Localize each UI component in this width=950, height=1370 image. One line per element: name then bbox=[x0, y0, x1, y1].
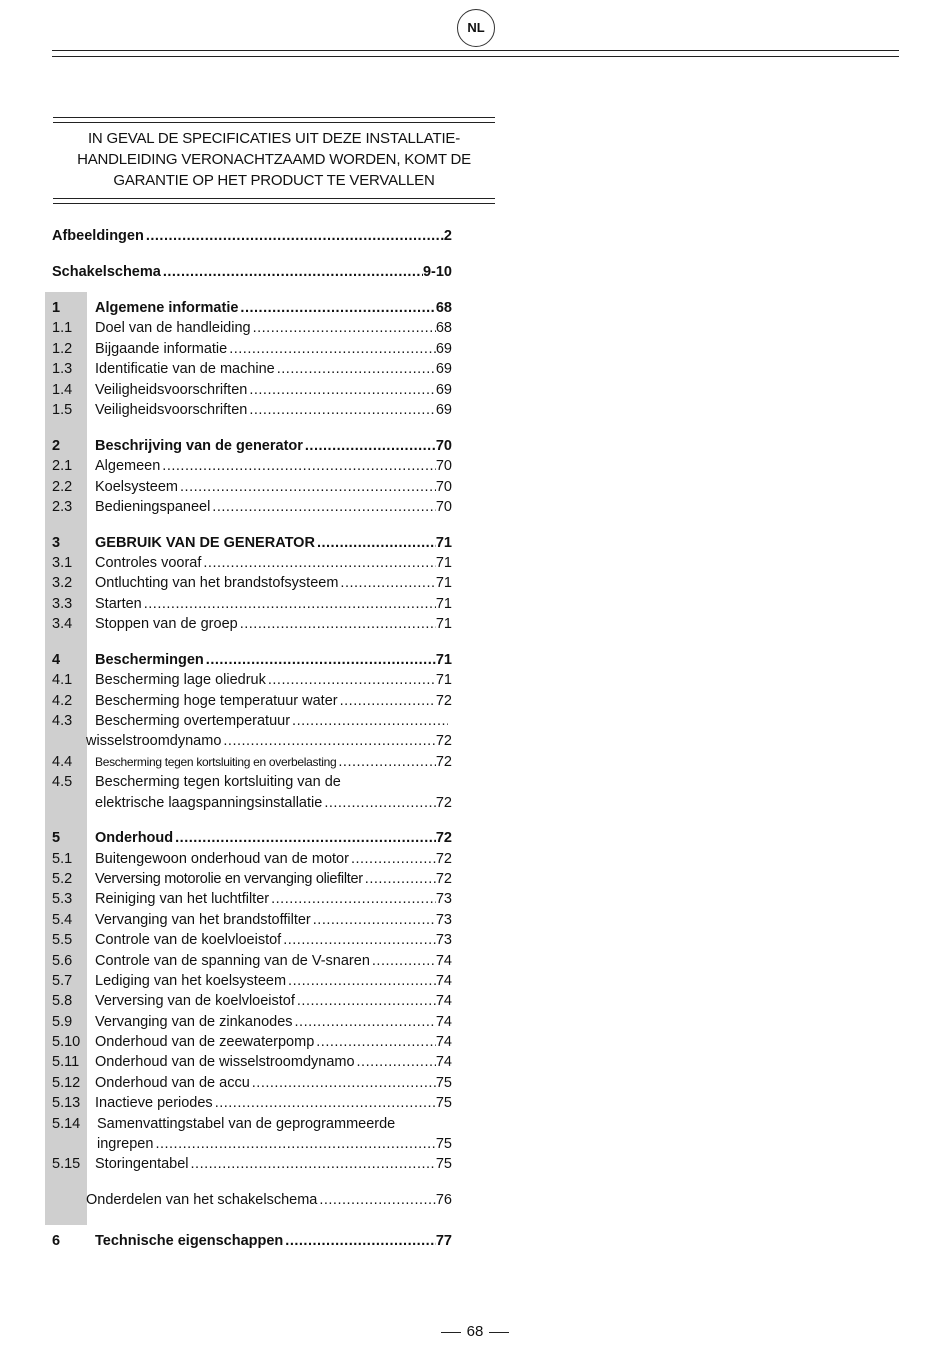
toc-number: 3 bbox=[52, 535, 61, 551]
toc-number: 4 bbox=[52, 652, 61, 668]
toc-label: Veiligheidsvoorschriften bbox=[95, 402, 248, 418]
toc-label: Koelsysteem bbox=[95, 479, 179, 495]
toc-section[interactable] bbox=[52, 1154, 452, 1174]
warning-rule-top bbox=[53, 117, 495, 118]
toc-leader bbox=[178, 477, 436, 497]
toc-section[interactable] bbox=[52, 1114, 452, 1134]
toc-label: GEBRUIK VAN DE GENERATOR bbox=[95, 535, 315, 551]
toc-page: 2 bbox=[443, 228, 452, 244]
toc-section[interactable] bbox=[52, 477, 452, 497]
toc-label: Bescherming hoge temperatuur water bbox=[95, 693, 338, 709]
toc-number: 4.4 bbox=[52, 754, 73, 770]
toc-label: Lediging van het koelsysteem bbox=[95, 973, 287, 989]
toc-number: 2.1 bbox=[52, 458, 73, 474]
toc-number: 1 bbox=[52, 300, 61, 316]
toc-label: Verversing van de koelvloeistof bbox=[95, 993, 295, 1009]
toc-leader bbox=[210, 497, 436, 517]
toc-page: 71 bbox=[435, 555, 452, 571]
toc-label: Algemene informatie bbox=[95, 300, 239, 316]
toc-label: Veiligheidsvoorschriften bbox=[95, 382, 248, 398]
toc-label: elektrische laagspanningsinstallatie bbox=[95, 795, 323, 811]
toc-leader bbox=[341, 772, 452, 792]
toc-leader bbox=[315, 533, 436, 553]
toc-section[interactable] bbox=[52, 1190, 452, 1210]
toc-leader bbox=[295, 991, 436, 1011]
toc-label: Controles vooraf bbox=[95, 555, 202, 571]
toc-label: Onderhoud van de wisselstroomdynamo bbox=[95, 1054, 355, 1070]
toc-page: 69 bbox=[435, 341, 452, 357]
toc-section[interactable] bbox=[52, 1012, 452, 1032]
toc-leader bbox=[201, 553, 435, 573]
toc-page: 76 bbox=[435, 1192, 452, 1208]
toc-number: 1.5 bbox=[52, 402, 73, 418]
toc-number: 6 bbox=[52, 1233, 61, 1249]
toc-page: 74 bbox=[435, 1034, 452, 1050]
toc-chapter[interactable] bbox=[52, 650, 452, 670]
toc-label: Onderhoud bbox=[95, 830, 174, 846]
toc-page: 74 bbox=[435, 1054, 452, 1070]
toc-leader bbox=[290, 711, 448, 731]
toc-section[interactable] bbox=[52, 1052, 452, 1072]
toc-label: Bijgaande informatie bbox=[95, 341, 228, 357]
toc-section[interactable] bbox=[52, 670, 452, 690]
toc-page: 73 bbox=[435, 912, 452, 928]
toc-entry-afbeeldingen[interactable] bbox=[52, 226, 452, 246]
warning-line: GARANTIE OP HET PRODUCT TE VERVALLEN bbox=[113, 172, 435, 189]
toc-page: 73 bbox=[435, 891, 452, 907]
toc-section[interactable] bbox=[52, 553, 452, 573]
toc-label: Stoppen van de groep bbox=[95, 616, 238, 632]
toc-leader bbox=[395, 1114, 452, 1134]
toc-leader bbox=[173, 828, 436, 848]
toc-section[interactable] bbox=[52, 318, 452, 338]
toc-number: 5.10 bbox=[52, 1034, 81, 1050]
header-rule bbox=[52, 56, 899, 57]
toc-leader bbox=[322, 793, 436, 813]
toc-label: ingrepen bbox=[97, 1136, 154, 1152]
toc-label: wisselstroomdynamo bbox=[86, 733, 222, 749]
toc-chapter[interactable] bbox=[52, 533, 452, 553]
footer-dash bbox=[441, 1332, 461, 1333]
toc-page: 77 bbox=[435, 1233, 452, 1249]
toc-label: Algemeen bbox=[95, 458, 161, 474]
toc-page: 68 bbox=[435, 320, 452, 336]
toc-number: 2.3 bbox=[52, 499, 73, 515]
toc-label: Starten bbox=[95, 596, 142, 612]
toc-number: 3.1 bbox=[52, 555, 73, 571]
toc-number: 4.2 bbox=[52, 693, 73, 709]
toc-label: Bescherming lage oliedruk bbox=[95, 672, 266, 688]
toc-number: 5.9 bbox=[52, 1014, 73, 1030]
toc-leader bbox=[250, 1073, 436, 1093]
toc-page: 75 bbox=[435, 1095, 452, 1111]
toc-number: 1.1 bbox=[52, 320, 73, 336]
toc-page: 70 bbox=[435, 458, 452, 474]
toc-section[interactable] bbox=[52, 359, 452, 379]
toc-leader bbox=[221, 731, 435, 751]
toc-leader bbox=[336, 752, 435, 772]
toc-leader bbox=[293, 1012, 436, 1032]
toc-leader bbox=[247, 400, 436, 420]
toc-leader bbox=[204, 650, 436, 670]
toc-label: Controle van de koelvloeistof bbox=[95, 932, 282, 948]
toc-leader bbox=[338, 691, 436, 711]
toc-chapter[interactable] bbox=[52, 436, 452, 456]
toc-label: Afbeeldingen bbox=[52, 228, 144, 244]
toc-section[interactable] bbox=[52, 772, 452, 792]
toc-number: 1.2 bbox=[52, 341, 73, 357]
toc-label: Inactieve periodes bbox=[95, 1095, 213, 1111]
toc-section[interactable] bbox=[52, 1093, 452, 1113]
toc-page: 9-10 bbox=[422, 264, 452, 280]
toc-section[interactable] bbox=[52, 380, 452, 400]
toc-leader bbox=[153, 1134, 435, 1154]
toc-number: 2.2 bbox=[52, 479, 73, 495]
toc-section[interactable] bbox=[52, 849, 452, 869]
toc-label: Reiniging van het luchtfilter bbox=[95, 891, 270, 907]
toc-page: 75 bbox=[435, 1075, 452, 1091]
toc-section[interactable] bbox=[52, 497, 452, 517]
toc-number: 3.3 bbox=[52, 596, 73, 612]
header-rule bbox=[52, 50, 899, 51]
toc-leader bbox=[283, 1231, 436, 1251]
toc-leader bbox=[317, 1190, 436, 1210]
toc-number: 1.4 bbox=[52, 382, 73, 398]
toc-number: 5.15 bbox=[52, 1156, 81, 1172]
toc-number: 4.3 bbox=[52, 713, 73, 729]
toc-label: Identificatie van de machine bbox=[95, 361, 275, 377]
toc-section[interactable] bbox=[52, 951, 452, 971]
toc-number: 2 bbox=[52, 438, 61, 454]
toc-label: Onderhoud van de zeewaterpomp bbox=[95, 1034, 315, 1050]
toc-number: 5 bbox=[52, 830, 61, 846]
toc-section[interactable] bbox=[52, 930, 452, 950]
toc-section[interactable] bbox=[52, 971, 452, 991]
toc-page: 71 bbox=[435, 535, 452, 551]
warning-line: IN GEVAL DE SPECIFICATIES UIT DEZE INSTALLATIE- bbox=[87, 130, 461, 147]
toc-label: Bedieningspaneel bbox=[95, 499, 211, 515]
toc-leader bbox=[227, 339, 436, 359]
toc-page: 69 bbox=[435, 361, 452, 377]
toc-leader bbox=[189, 1154, 436, 1174]
toc-label: Verversing motorolie en vervanging oliefilter bbox=[95, 871, 363, 887]
toc-page: 73 bbox=[435, 932, 452, 948]
toc-leader bbox=[338, 573, 435, 593]
toc-page: 75 bbox=[435, 1136, 452, 1152]
toc-label: Beschrijving van de generator bbox=[95, 438, 303, 454]
toc-label: Vervanging van de zinkanodes bbox=[95, 1014, 293, 1030]
toc-leader bbox=[266, 670, 436, 690]
toc-page: 71 bbox=[435, 575, 452, 591]
toc-number: 5.4 bbox=[52, 912, 73, 928]
toc-section[interactable] bbox=[52, 1073, 452, 1093]
toc-leader bbox=[142, 594, 436, 614]
toc-label: Bescherming tegen kortsluiting van de bbox=[95, 774, 341, 790]
toc-section[interactable] bbox=[52, 594, 452, 614]
toc-section[interactable] bbox=[52, 691, 452, 711]
toc-page: 72 bbox=[435, 871, 452, 887]
toc-section[interactable] bbox=[52, 400, 452, 420]
warning-rule-bottom bbox=[53, 203, 495, 204]
toc-number: 3.2 bbox=[52, 575, 73, 591]
toc-label: Beschermingen bbox=[95, 652, 204, 668]
toc-page: 72 bbox=[435, 830, 452, 846]
toc-leader bbox=[355, 1052, 436, 1072]
toc-section[interactable] bbox=[52, 869, 452, 889]
toc-label: Vervanging van het brandstoffilter bbox=[95, 912, 311, 928]
toc-page: 68 bbox=[435, 300, 452, 316]
warning-rule-top bbox=[53, 122, 495, 123]
toc-number: 1.3 bbox=[52, 361, 73, 377]
toc-entry-schakelschema[interactable] bbox=[52, 262, 452, 282]
toc-number: 5.11 bbox=[52, 1054, 80, 1070]
toc-page: 71 bbox=[435, 652, 452, 668]
warranty-warning bbox=[52, 128, 496, 191]
toc-section[interactable] bbox=[52, 614, 452, 634]
toc-page: 69 bbox=[435, 382, 452, 398]
toc-label: Samenvattingstabel van de geprogrammeerde bbox=[97, 1116, 396, 1132]
toc-number: 5.5 bbox=[52, 932, 73, 948]
toc-leader bbox=[213, 1093, 436, 1113]
toc-number: 5.7 bbox=[52, 973, 73, 989]
warning-line: HANDLEIDING VERONACHTZAAMD WORDEN, KOMT DE bbox=[77, 151, 471, 168]
page-footer bbox=[0, 1323, 950, 1340]
toc-leader bbox=[311, 910, 436, 930]
toc-leader bbox=[144, 226, 444, 246]
toc-page: 69 bbox=[435, 402, 452, 418]
toc-page: 71 bbox=[435, 672, 452, 688]
toc-number: 5.3 bbox=[52, 891, 73, 907]
toc-chapter[interactable] bbox=[52, 298, 452, 318]
toc-number: 4.5 bbox=[52, 774, 73, 790]
toc-page: 74 bbox=[435, 993, 452, 1009]
toc-leader bbox=[238, 298, 435, 318]
toc-page: 70 bbox=[435, 479, 452, 495]
warning-rule-bottom bbox=[53, 198, 495, 199]
language-badge: NL bbox=[457, 9, 495, 47]
toc-leader bbox=[370, 951, 436, 971]
toc-label: Bescherming tegen kortsluiting en overbelasting bbox=[95, 755, 337, 769]
toc-page: 74 bbox=[435, 973, 452, 989]
toc-section[interactable] bbox=[52, 991, 452, 1011]
toc-leader bbox=[281, 930, 436, 950]
toc-number: 5.6 bbox=[52, 953, 73, 969]
toc-label: Bescherming overtemperatuur bbox=[95, 713, 291, 729]
toc-page: 71 bbox=[435, 596, 452, 612]
toc-section[interactable] bbox=[52, 456, 452, 476]
toc-section[interactable] bbox=[52, 889, 452, 909]
toc-number: 4.1 bbox=[52, 672, 73, 688]
toc-leader bbox=[349, 849, 436, 869]
toc-section-continued[interactable] bbox=[52, 793, 452, 813]
toc-page: 72 bbox=[435, 795, 452, 811]
toc-number: 5.2 bbox=[52, 871, 73, 887]
toc-section-continued[interactable] bbox=[52, 1134, 452, 1154]
toc-page: 72 bbox=[435, 693, 452, 709]
toc-section[interactable] bbox=[52, 1032, 452, 1052]
toc-leader bbox=[303, 436, 436, 456]
toc-leader bbox=[238, 614, 436, 634]
toc-page: 74 bbox=[435, 953, 452, 969]
toc-section[interactable] bbox=[52, 711, 448, 731]
toc-leader bbox=[286, 971, 436, 991]
toc-page: 71 bbox=[435, 616, 452, 632]
toc-number: 5.8 bbox=[52, 993, 73, 1009]
toc-section[interactable] bbox=[52, 339, 452, 359]
toc-label: Technische eigenschappen bbox=[95, 1233, 284, 1249]
page-number: 68 bbox=[466, 1323, 484, 1340]
toc-leader bbox=[251, 318, 436, 338]
toc-label: Controle van de spanning van de V-snaren bbox=[95, 953, 370, 969]
toc-chapter[interactable] bbox=[52, 828, 452, 848]
toc-label: Doel van de handleiding bbox=[95, 320, 251, 336]
toc-section[interactable] bbox=[52, 573, 452, 593]
toc-leader bbox=[314, 1032, 436, 1052]
toc-page: 72 bbox=[435, 733, 452, 749]
toc-number: 3.4 bbox=[52, 616, 73, 632]
toc-section[interactable] bbox=[52, 752, 452, 772]
toc-page: 70 bbox=[435, 438, 452, 454]
toc-label: Schakelschema bbox=[52, 264, 161, 280]
toc-page: 75 bbox=[435, 1156, 452, 1172]
toc-leader bbox=[363, 869, 436, 889]
toc-label: Onderhoud van de accu bbox=[95, 1075, 250, 1091]
toc-label: Ontluchting van het brandstofsysteem bbox=[95, 575, 339, 591]
toc-section[interactable] bbox=[52, 910, 452, 930]
toc-label: Onderdelen van het schakelschema bbox=[86, 1192, 318, 1208]
toc-page: 74 bbox=[435, 1014, 452, 1030]
toc-label: Storingentabel bbox=[95, 1156, 189, 1172]
toc-leader bbox=[269, 889, 436, 909]
toc-section-continued[interactable] bbox=[52, 731, 452, 751]
toc-number: 5.14 bbox=[52, 1116, 81, 1132]
toc-leader bbox=[161, 262, 423, 282]
toc-label: Buitengewoon onderhoud van de motor bbox=[95, 851, 349, 867]
toc-page: 72 bbox=[435, 851, 452, 867]
toc-chapter[interactable] bbox=[52, 1231, 452, 1251]
footer-dash bbox=[489, 1332, 509, 1333]
toc-number: 5.12 bbox=[52, 1075, 81, 1091]
toc-page: 70 bbox=[435, 499, 452, 515]
toc-leader bbox=[160, 456, 436, 476]
toc-number: 5.1 bbox=[52, 851, 73, 867]
toc-page: 72 bbox=[435, 754, 452, 770]
toc-leader bbox=[275, 359, 436, 379]
toc-leader bbox=[247, 380, 436, 400]
toc-number: 5.13 bbox=[52, 1095, 81, 1111]
